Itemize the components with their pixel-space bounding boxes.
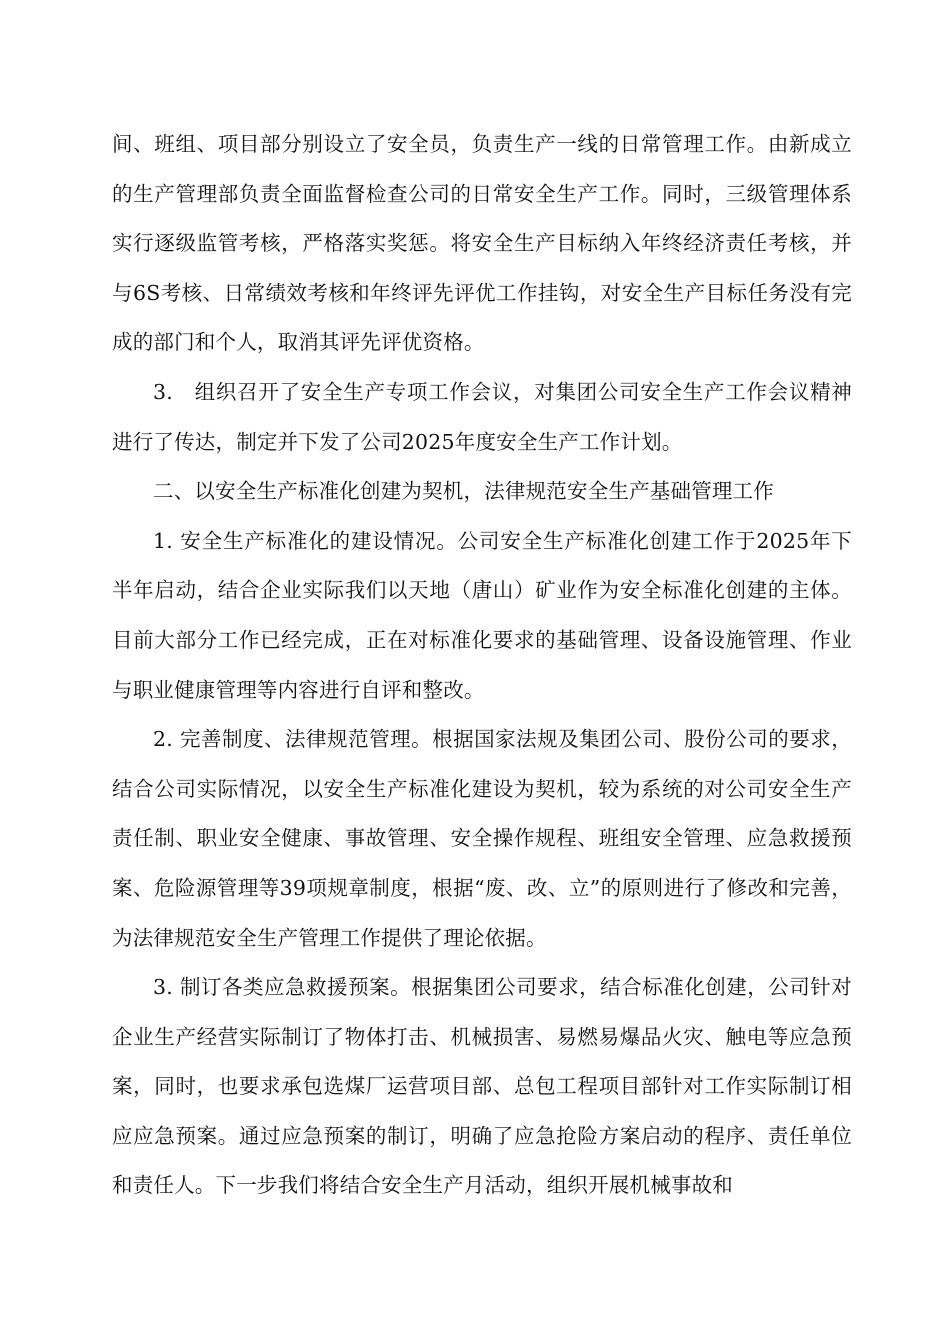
section-heading-2: 二、以安全生产标准化创建为契机，法律规范安全生产基础管理工作 [153,479,774,504]
document-body [112,120,852,1211]
paragraph-item-2-regulations: 2. 完善制度、法律规范管理。根据国家法规及集团公司、股份公司的要求，结合公司实际情况，以安全生产标准化建设为契机，较为系统的对公司安全生产责任制、职业安全健康、事故管理、安全操作规程、班组安全管理、应急救援预案、危险源管理等39项规章制度，根据“废、改、立”的原则进行了修改和完善，为法律规范安全生产管理工作提供了理论依据。 [112,727,852,950]
paragraph-item-3-meeting: 3. 组织召开了安全生产专项工作会议，对集团公司安全生产工作会议精神进行了传达，制定并下发了公司2025年度安全生产工作计划。 [112,379,852,454]
paragraph-continued: 间、班组、项目部分别设立了安全员，负责生产一线的日常管理工作。由新成立的生产管理部负责全面监督检查公司的日常安全生产工作。同时，三级管理体系实行逐级监管考核，严格落实奖惩。将安全生产目标纳入年终经济责任考核，并与6S考核、日常绩效考核和年终评先评优工作挂钩，对安全生产目标任务没有完成的部门和个人，取消其评先评优资格。 [112,132,852,355]
paragraph-item-1-standardization: 1. 安全生产标准化的建设情况。公司安全生产标准化创建工作于2025年下半年启动，结合企业实际我们以天地（唐山）矿业作为安全标准化创建的主体。目前大部分工作已经完成，正在对标准化要求的基础管理、设备设施管理、作业与职业健康管理等内容进行自评和整改。 [112,528,852,702]
paragraph-item-3-emergency-plans: 3. 制订各类应急救援预案。根据集团公司要求，结合标准化创建，公司针对企业生产经营实际制订了物体打击、机械损害、易燃易爆品火灾、触电等应急预案，同时，也要求承包选煤厂运营项目部、总包工程项目部针对工作实际制订相应应急预案。通过应急预案的制订，明确了应急抢险方案启动的程序、责任单位和责任人。下一步我们将结合安全生产月活动，组织开展机械事故和 [112,975,852,1198]
